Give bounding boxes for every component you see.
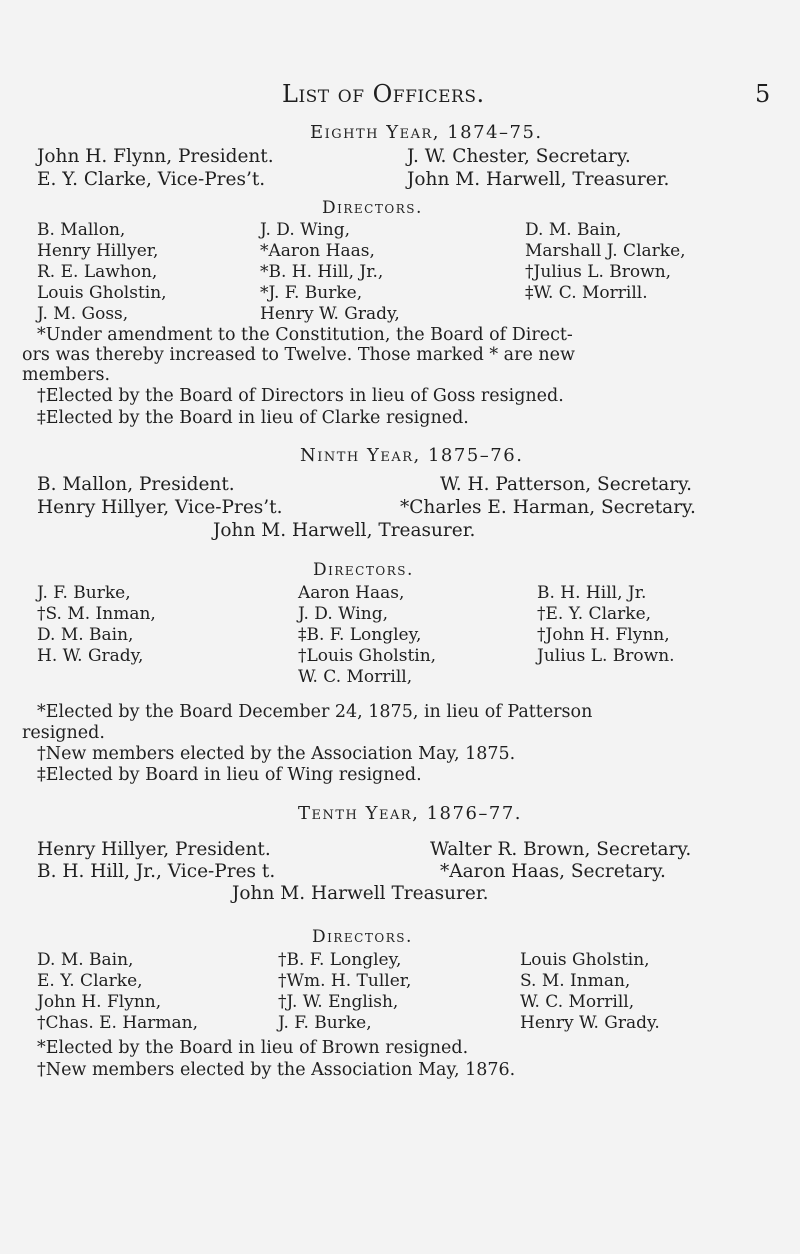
director-name: J. D. Wing, bbox=[298, 604, 388, 624]
page-number: 5 bbox=[755, 80, 771, 108]
director-name: †S. M. Inman, bbox=[37, 604, 156, 624]
director-name: Julius L. Brown. bbox=[537, 646, 675, 666]
director-name: ‡B. F. Longley, bbox=[298, 625, 422, 645]
footnote: *Elected by the Board in lieu of Brown resigned. bbox=[37, 1038, 469, 1058]
director-name: Marshall J. Clarke, bbox=[525, 241, 686, 261]
director-name: W. C. Morrill, bbox=[298, 667, 413, 687]
director-name: E. Y. Clarke, bbox=[37, 971, 143, 991]
director-name: H. W. Grady, bbox=[37, 646, 144, 666]
director-name: †B. F. Longley, bbox=[278, 950, 402, 970]
directors-heading: Directors. bbox=[313, 560, 414, 580]
director-name: D. M. Bain, bbox=[525, 220, 622, 240]
director-name: †Wm. H. Tuller, bbox=[278, 971, 412, 991]
footnote: ors was thereby increased to Twelve. Those marked * are new bbox=[22, 345, 575, 365]
director-name: W. C. Morrill, bbox=[520, 992, 635, 1012]
directors-column bbox=[298, 583, 436, 688]
footnote: resigned. bbox=[22, 723, 105, 743]
director-name: J. F. Burke, bbox=[278, 1013, 372, 1033]
footnote: †Elected by the Board of Directors in lieu of Goss resigned. bbox=[37, 386, 564, 406]
section-title-ninth-year: Ninth Year, 1875–76. bbox=[300, 445, 524, 466]
directors-column bbox=[37, 583, 156, 667]
director-name: J. F. Burke, bbox=[37, 583, 131, 603]
officer-president: Henry Hillyer, President. bbox=[37, 839, 271, 860]
director-name: Aaron Haas, bbox=[298, 583, 405, 603]
director-name: B. H. Hill, Jr. bbox=[537, 583, 647, 603]
directors-column bbox=[260, 220, 400, 325]
director-name: †Chas. E. Harman, bbox=[37, 1013, 199, 1033]
director-name: *Aaron Haas, bbox=[260, 241, 375, 261]
officer-vice-president: B. H. Hill, Jr., Vice-Pres t. bbox=[37, 861, 276, 882]
director-name: †J. W. English, bbox=[278, 992, 399, 1012]
footnote: ‡Elected by Board in lieu of Wing resigned. bbox=[37, 765, 422, 785]
director-name: B. Mallon, bbox=[37, 220, 126, 240]
director-name: D. M. Bain, bbox=[37, 625, 134, 645]
director-name: †Louis Gholstin, bbox=[298, 646, 437, 666]
section-title-eighth-year: Eighth Year, 1874–75. bbox=[310, 122, 543, 143]
director-name: Louis Gholstin, bbox=[37, 283, 167, 303]
officer-secretary: *Charles E. Harman, Secretary. bbox=[400, 497, 696, 518]
director-name: ‡W. C. Morrill. bbox=[525, 283, 648, 303]
director-name: *J. F. Burke, bbox=[260, 283, 363, 303]
director-name: Henry Hillyer, bbox=[37, 241, 159, 261]
directors-column bbox=[520, 950, 660, 1034]
director-name: †Julius L. Brown, bbox=[525, 262, 672, 282]
director-name: Henry W. Grady. bbox=[520, 1013, 660, 1033]
footnote: *Under amendment to the Constitution, the Board of Direct- bbox=[37, 325, 573, 345]
officer-secretary: Walter R. Brown, Secretary. bbox=[430, 839, 692, 860]
directors-column bbox=[537, 583, 675, 667]
director-name: Louis Gholstin, bbox=[520, 950, 650, 970]
officer-secretary: J. W. Chester, Secretary. bbox=[407, 146, 631, 167]
director-name: S. M. Inman, bbox=[520, 971, 631, 991]
directors-column bbox=[37, 220, 167, 325]
officer-treasurer: John M. Harwell Treasurer. bbox=[232, 883, 489, 904]
footnote: *Elected by the Board December 24, 1875, in lieu of Patterson bbox=[37, 702, 593, 722]
director-name: John H. Flynn, bbox=[37, 992, 162, 1012]
footnote: †New members elected by the Association May, 1876. bbox=[37, 1060, 516, 1080]
section-title-tenth-year: Tenth Year, 1876–77. bbox=[298, 803, 523, 824]
officer-treasurer: John M. Harwell, Treasurer. bbox=[407, 169, 670, 190]
page-header: List of Officers. bbox=[282, 80, 485, 108]
officer-vice-president: E. Y. Clarke, Vice-Pres’t. bbox=[37, 169, 266, 190]
footnote: †New members elected by the Association May, 1875. bbox=[37, 744, 516, 764]
directors-column bbox=[525, 220, 686, 304]
officer-treasurer: John M. Harwell, Treasurer. bbox=[213, 520, 476, 541]
directors-heading: Directors. bbox=[322, 198, 423, 218]
director-name: †E. Y. Clarke, bbox=[537, 604, 652, 624]
director-name: Henry W. Grady, bbox=[260, 304, 400, 324]
director-name: J. M. Goss, bbox=[37, 304, 129, 324]
directors-heading: Directors. bbox=[312, 927, 413, 947]
director-name: †John H. Flynn, bbox=[537, 625, 670, 645]
director-name: D. M. Bain, bbox=[37, 950, 134, 970]
director-name: *B. H. Hill, Jr., bbox=[260, 262, 384, 282]
officer-vice-president: Henry Hillyer, Vice-Pres’t. bbox=[37, 497, 283, 518]
footnote: ‡Elected by the Board in lieu of Clarke resigned. bbox=[37, 408, 469, 428]
footnote: members. bbox=[22, 365, 111, 385]
officer-president: B. Mallon, President. bbox=[37, 474, 235, 495]
officer-president: John H. Flynn, President. bbox=[37, 146, 274, 167]
directors-column bbox=[278, 950, 411, 1034]
director-name: J. D. Wing, bbox=[260, 220, 350, 240]
officer-secretary: *Aaron Haas, Secretary. bbox=[440, 861, 666, 882]
directors-column bbox=[37, 950, 198, 1034]
director-name: R. E. Lawhon, bbox=[37, 262, 158, 282]
officer-secretary: W. H. Patterson, Secretary. bbox=[440, 474, 693, 495]
